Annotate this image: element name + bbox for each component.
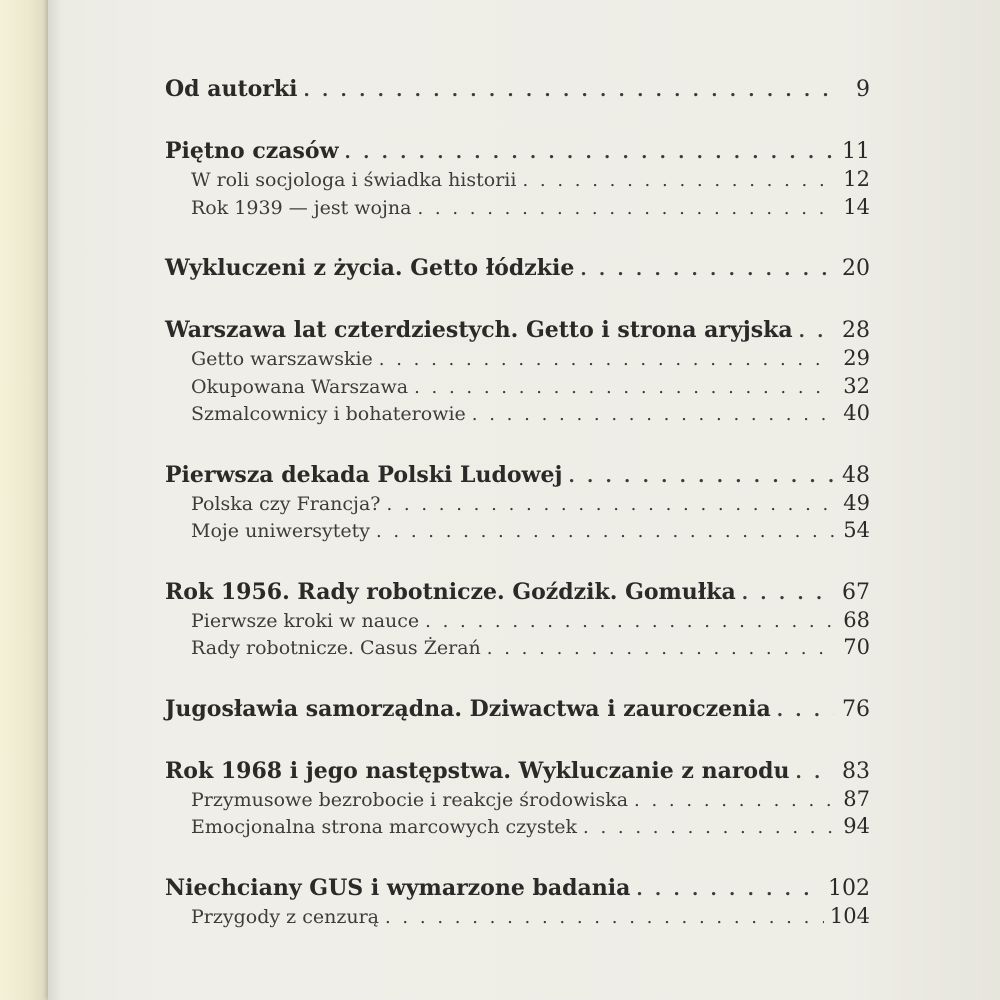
- dot-leader: [583, 814, 834, 842]
- dot-leader: [417, 195, 834, 223]
- dot-leader: [636, 875, 822, 905]
- page-number: 11: [842, 139, 870, 164]
- subsection-entry: [165, 813, 870, 841]
- subsection-title: Rady robotnicze. Casus Żerań: [191, 637, 481, 659]
- dot-leader: [345, 138, 834, 168]
- page-number: 68: [843, 607, 870, 632]
- dot-leader: [376, 518, 834, 546]
- chapter-title: Rok 1956. Rady robotnicze. Goździk. Gomułka: [165, 578, 736, 605]
- subsection-title: Szmalcownicy i bohaterowie: [191, 403, 466, 425]
- dot-leader: [568, 462, 834, 492]
- subsection-entry: [165, 634, 870, 662]
- dot-leader: [385, 904, 824, 932]
- page-number: 20: [842, 256, 870, 281]
- toc-group: [165, 136, 870, 221]
- chapter-title: Warszawa lat czterdziestych. Getto i strona aryjska: [165, 317, 793, 343]
- page-number: 29: [843, 346, 870, 370]
- toc-group: [165, 315, 870, 428]
- page-number: 28: [842, 318, 870, 343]
- toc-group: [165, 694, 870, 724]
- dot-leader: [414, 374, 834, 402]
- chapter-entry: [165, 315, 870, 345]
- subsection-entry: [165, 490, 870, 518]
- subsection-title: W roli socjologa i świadka historii: [191, 169, 517, 191]
- dot-leader: [580, 255, 834, 285]
- page-number: 12: [843, 167, 870, 191]
- chapter-entry: [165, 577, 870, 607]
- chapter-title: Niechciany GUS i wymarzone badania: [165, 874, 631, 901]
- subsection-title: Rok 1939 — jest wojna: [191, 196, 412, 219]
- dot-leader: [799, 317, 834, 347]
- subsection-title: Przygody z cenzurą: [191, 905, 379, 928]
- chapter-entry: [165, 253, 870, 283]
- chapter-title: Jugosławia samorządna. Dziwactwa i zauroczenia: [165, 695, 771, 722]
- subsection-entry: [165, 345, 870, 373]
- toc-group: [165, 756, 870, 841]
- page-number: 102: [828, 875, 870, 901]
- subsection-title: Okupowana Warszawa: [191, 375, 409, 398]
- subsection-title: Pierwsze kroki w nauce: [191, 609, 420, 632]
- page-number: 70: [843, 635, 870, 659]
- subsection-entry: [165, 786, 870, 814]
- subsection-title: Moje uniwersytety: [191, 520, 370, 542]
- chapter-title: Pierwsza dekada Polski Ludowej: [165, 461, 563, 488]
- page-number: 9: [856, 77, 870, 102]
- toc-group: [165, 460, 870, 545]
- dot-leader: [522, 167, 834, 195]
- page-number: 54: [843, 518, 870, 542]
- page-number: 76: [842, 696, 870, 722]
- toc-group: [165, 74, 870, 104]
- page-number: 40: [843, 401, 870, 425]
- subsection-entry: [165, 903, 870, 931]
- dot-leader: [742, 579, 834, 609]
- toc-group: [165, 873, 870, 931]
- chapter-entry: [165, 873, 870, 903]
- page-number: 83: [842, 758, 870, 784]
- dot-leader: [379, 346, 834, 374]
- subsection-title: Emocjonalna strona marcowych czystek: [191, 816, 578, 838]
- page-number: 87: [843, 786, 870, 811]
- subsection-entry: [165, 607, 870, 635]
- dot-leader: [795, 758, 834, 788]
- dot-leader: [777, 696, 834, 726]
- chapter-title: Rok 1968 i jego następstwa. Wykluczanie z narodu: [165, 757, 790, 784]
- book-gutter: [0, 0, 50, 1000]
- subsection-title: Polska czy Francja?: [191, 492, 381, 515]
- subsection-title: Przymusowe bezrobocie i reakcje środowiska: [191, 788, 629, 811]
- page-number: 14: [843, 194, 870, 219]
- dot-leader: [425, 608, 834, 636]
- toc-group: [165, 253, 870, 283]
- chapter-title: Wykluczeni z życia. Getto łódzkie: [165, 255, 575, 281]
- subsection-entry: [165, 166, 870, 194]
- chapter-entry: [165, 756, 870, 786]
- dot-leader: [487, 635, 834, 663]
- chapter-entry: [165, 460, 870, 490]
- chapter-title: Od autorki: [165, 76, 298, 102]
- dot-leader: [472, 401, 834, 429]
- table-of-contents: [165, 74, 870, 962]
- page-number: 104: [829, 903, 870, 928]
- chapter-entry: [165, 136, 870, 166]
- subsection-entry: [165, 373, 870, 401]
- page-number: 94: [843, 814, 870, 838]
- subsection-entry: [165, 400, 870, 428]
- chapter-entry: [165, 694, 870, 724]
- subsection-title: Getto warszawskie: [191, 348, 373, 370]
- page-number: 48: [842, 462, 870, 488]
- subsection-entry: [165, 194, 870, 222]
- subsection-entry: [165, 517, 870, 545]
- chapter-entry: [165, 74, 870, 104]
- page-number: 67: [842, 579, 870, 605]
- dot-leader: [386, 491, 834, 519]
- page-number: 49: [843, 490, 870, 515]
- toc-group: [165, 577, 870, 662]
- chapter-title: Piętno czasów: [165, 138, 339, 164]
- dot-leader: [634, 787, 834, 815]
- page-number: 32: [843, 373, 870, 398]
- dot-leader: [303, 76, 834, 106]
